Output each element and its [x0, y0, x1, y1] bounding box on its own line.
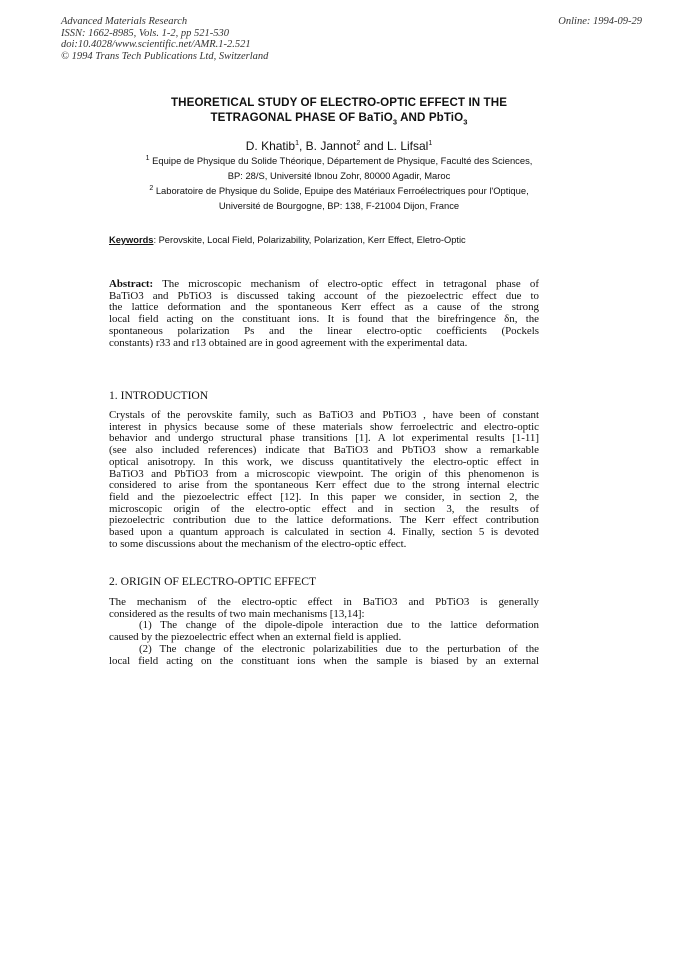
body-line: interest in physics because some of these materials show ferroelectric and electro-optic	[109, 420, 539, 433]
affiliation-2	[0, 184, 678, 213]
online-date: Online: 1994-09-29	[558, 16, 642, 27]
origin-paragraph	[109, 597, 539, 667]
body-line: local field acting on the constituant ions when the sample is biased by an external	[109, 654, 539, 667]
author-jannot: B. Jannot	[305, 139, 357, 153]
affiliation-1-text: Equipe de Physique du Solide Théorique, Département de Physique, Faculté des Sciences,	[149, 155, 533, 166]
author-lifsal-affil: 1	[428, 140, 433, 147]
affiliation-2-line-2: Université de Bourgogne, BP: 138, F-21004 Dijon, France	[218, 199, 460, 211]
affiliation-2-marker: 2	[149, 184, 154, 192]
section-heading-origin: 2. ORIGIN OF ELECTRO-OPTIC EFFECT	[109, 575, 317, 588]
body-line: considered as the results of two main mechanisms [13,14]:	[109, 607, 365, 620]
affiliation-1-line-1	[0, 154, 678, 169]
abstract-label: Abstract:	[109, 278, 154, 290]
body-line: BaTiO3 and PbTiO3 from a microscopic viewpoint. The origin of this phenomenon is	[109, 467, 539, 480]
body-line: field and the piezoelectric effect [12]. In this paper we consider, in section 2, the	[109, 490, 539, 503]
body-line: caused by the piezoelectric effect when an external field is applied.	[109, 631, 402, 644]
author-khatib-affil: 1	[295, 140, 299, 147]
body-line: Crystals of the perovskite family, such as BaTiO3 and PbTiO3 , have been of constant	[109, 409, 539, 421]
author-jannot-affil: 2	[356, 140, 361, 147]
abstract-line: constants) r33 and r13 obtained are in good agreement with the experimental data.	[109, 336, 468, 349]
abstract	[109, 279, 539, 349]
affiliation-2-text: Laboratoire de Physique du Solide, Epuipe des Matériaux Ferroélectriques pour l'Optique,	[153, 185, 529, 196]
title-text-b: AND PbTiO	[397, 111, 464, 124]
paper-title	[0, 95, 678, 125]
title-subscript-1: 3	[392, 117, 398, 127]
body-line: (1) The change of the dipole-dipole interaction due to the lattice deformation	[139, 619, 539, 632]
affiliation-1-line-2: BP: 28/S, Université Ibnou Zohr, 80000 Agadir, Maroc	[227, 169, 451, 181]
abstract-line-text: The microscopic mechanism of electro-optic effect in tetragonal phase of	[153, 278, 539, 290]
abstract-line: spontaneous polarization Ps and the linear electro-optic coefficients (Pockels	[109, 324, 539, 337]
keywords-label: Keywords	[109, 235, 154, 245]
body-line: piezoelectric contribution due to the lattice deformations. The Kerr effect contribution	[109, 514, 539, 527]
section-heading-introduction: 1. INTRODUCTION	[109, 389, 209, 402]
abstract-line: the lattice deformation and the spontaneous Kerr effect as a cause of the strong	[109, 301, 539, 314]
affiliation-1-marker: 1	[145, 154, 150, 162]
body-line: behavior and undergo structural phase transitions [1]. A lot experimental results [1-11]	[109, 432, 539, 445]
body-line: considered to arise from the spontaneous Kerr effect due to the strong internal electric	[109, 479, 539, 492]
journal-name: Advanced Materials Research	[61, 16, 188, 27]
copyright-line: © 1994 Trans Tech Publications Ltd, Switzerland	[61, 50, 269, 62]
author-list	[0, 139, 678, 153]
keywords-text: : Perovskite, Local Field, Polarizability, Polarization, Kerr Effect, Eletro-Optic	[153, 235, 466, 245]
title-text-a: TETRAGONAL PHASE OF BaTiO	[210, 111, 393, 124]
author-separator-and: and	[360, 139, 387, 153]
abstract-line	[109, 279, 539, 291]
author-separator: ,	[299, 139, 306, 153]
title-subscript-2: 3	[463, 117, 468, 127]
abstract-line: BaTiO3 and PbTiO3 is discussed taking account of the piezoelectric effect due to	[109, 289, 539, 302]
body-line: (2) The change of the electronic polarizabilities due to the perturbation of the	[139, 642, 539, 655]
body-line: based upon a quantum approach is calculated in section 4. Finally, section 5 is devoted	[109, 526, 539, 539]
body-line: The mechanism of the electro-optic effect in BaTiO3 and PbTiO3 is generally	[109, 596, 539, 608]
author-lifsal: L. Lifsal	[386, 139, 429, 153]
body-line: optical anisotropy. In this work, we discuss quantitatively the electro-optic effect in	[109, 455, 539, 468]
body-line: (see also included references) indicate that BaTiO3 and PbTiO3 show a remarkable	[109, 444, 539, 457]
issn-line: ISSN: 1662-8985, Vols. 1-2, pp 521-530	[61, 27, 229, 39]
journal-header	[61, 16, 361, 62]
title-line-1: THEORETICAL STUDY OF ELECTRO-OPTIC EFFECT IN THE	[170, 96, 508, 109]
introduction-paragraph	[109, 410, 539, 550]
title-line-2	[0, 110, 678, 125]
doi-line: doi:10.4028/www.scientific.net/AMR.1-2.521	[61, 39, 251, 51]
affiliation-1	[0, 154, 678, 183]
keywords	[109, 235, 466, 245]
affiliation-2-line-1	[0, 184, 678, 199]
body-line: microscopic origin of the electro-optic effect and in section 3, the results of	[109, 502, 539, 515]
body-line: to some discussions about the mechanism of the electro-optic effect.	[109, 537, 407, 550]
author-khatib: D. Khatib	[245, 139, 296, 153]
abstract-line: local field acting on the constituant ions. It is found that the birefringence δn, the	[109, 313, 539, 326]
